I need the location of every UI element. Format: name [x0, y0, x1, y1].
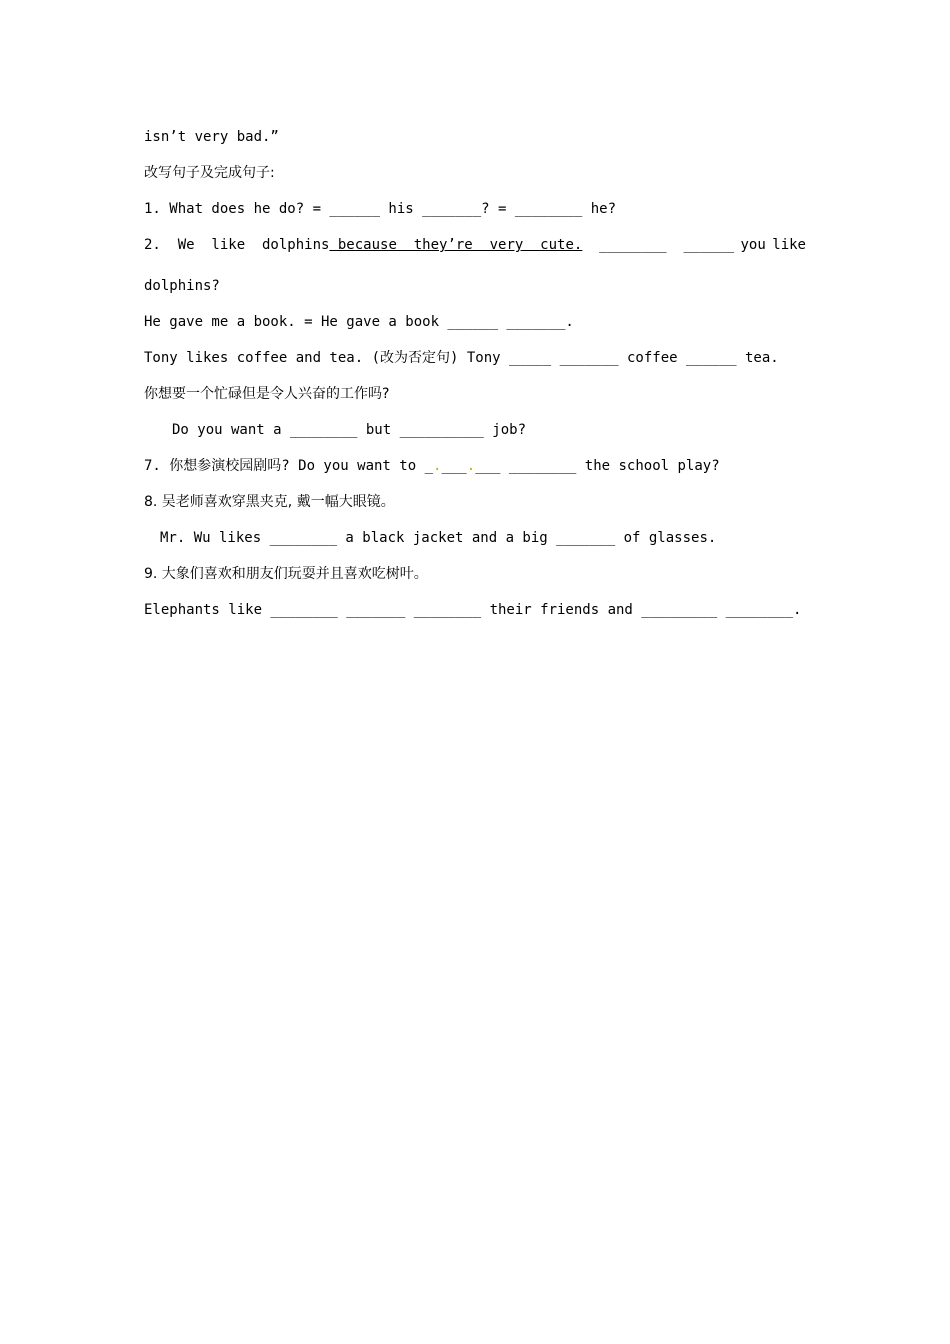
question-2-underlined-phrase: because they’re very cute.	[329, 237, 583, 253]
question-2-word-you: you	[740, 237, 766, 253]
question-2-blanks: ________ ______	[582, 237, 735, 253]
text-line-continuation: isn’t very bad.”	[144, 129, 279, 145]
question-2-continuation: dolphins?	[144, 278, 220, 294]
question-7-prefix: 7. 你想参演校园剧吗? Do you want to	[144, 458, 425, 474]
question-7-suffix: ________ the school play?	[500, 458, 720, 474]
question-1: 1. What does he do? = ______ his _______? = ________ he?	[144, 201, 617, 217]
question-8-chinese: 8. 吴老师喜欢穿黑夹克, 戴一幅大眼镜。	[144, 494, 395, 510]
section-heading: 改写句子及完成句子:	[144, 165, 275, 181]
question-7	[144, 457, 720, 475]
question-3: He gave me a book. = He gave a book ______ _______.	[144, 314, 574, 330]
question-9-english: Elephants like ________ _______ ________ their friends and _________ ________.	[144, 602, 802, 618]
question-9-chinese: 9. 大象们喜欢和朋友们玩耍并且喜欢吃树叶。	[144, 566, 428, 582]
question-5-english: Do you want a ________ but __________ job?	[172, 422, 527, 438]
question-2-main	[144, 236, 734, 254]
question-8-english: Mr. Wu likes ________ a black jacket and a big _______ of glasses.	[160, 530, 717, 546]
question-5-chinese: 你想要一个忙碌但是令人兴奋的工作吗?	[144, 386, 390, 402]
question-2	[144, 236, 806, 254]
question-4: Tony likes coffee and tea. (改为否定句) Tony _____ _______ coffee ______ tea.	[144, 350, 779, 366]
question-7-blank: _.___.___	[424, 458, 501, 474]
question-2-prefix: 2. We like dolphins	[144, 237, 330, 253]
question-2-word-like: like	[772, 237, 806, 253]
